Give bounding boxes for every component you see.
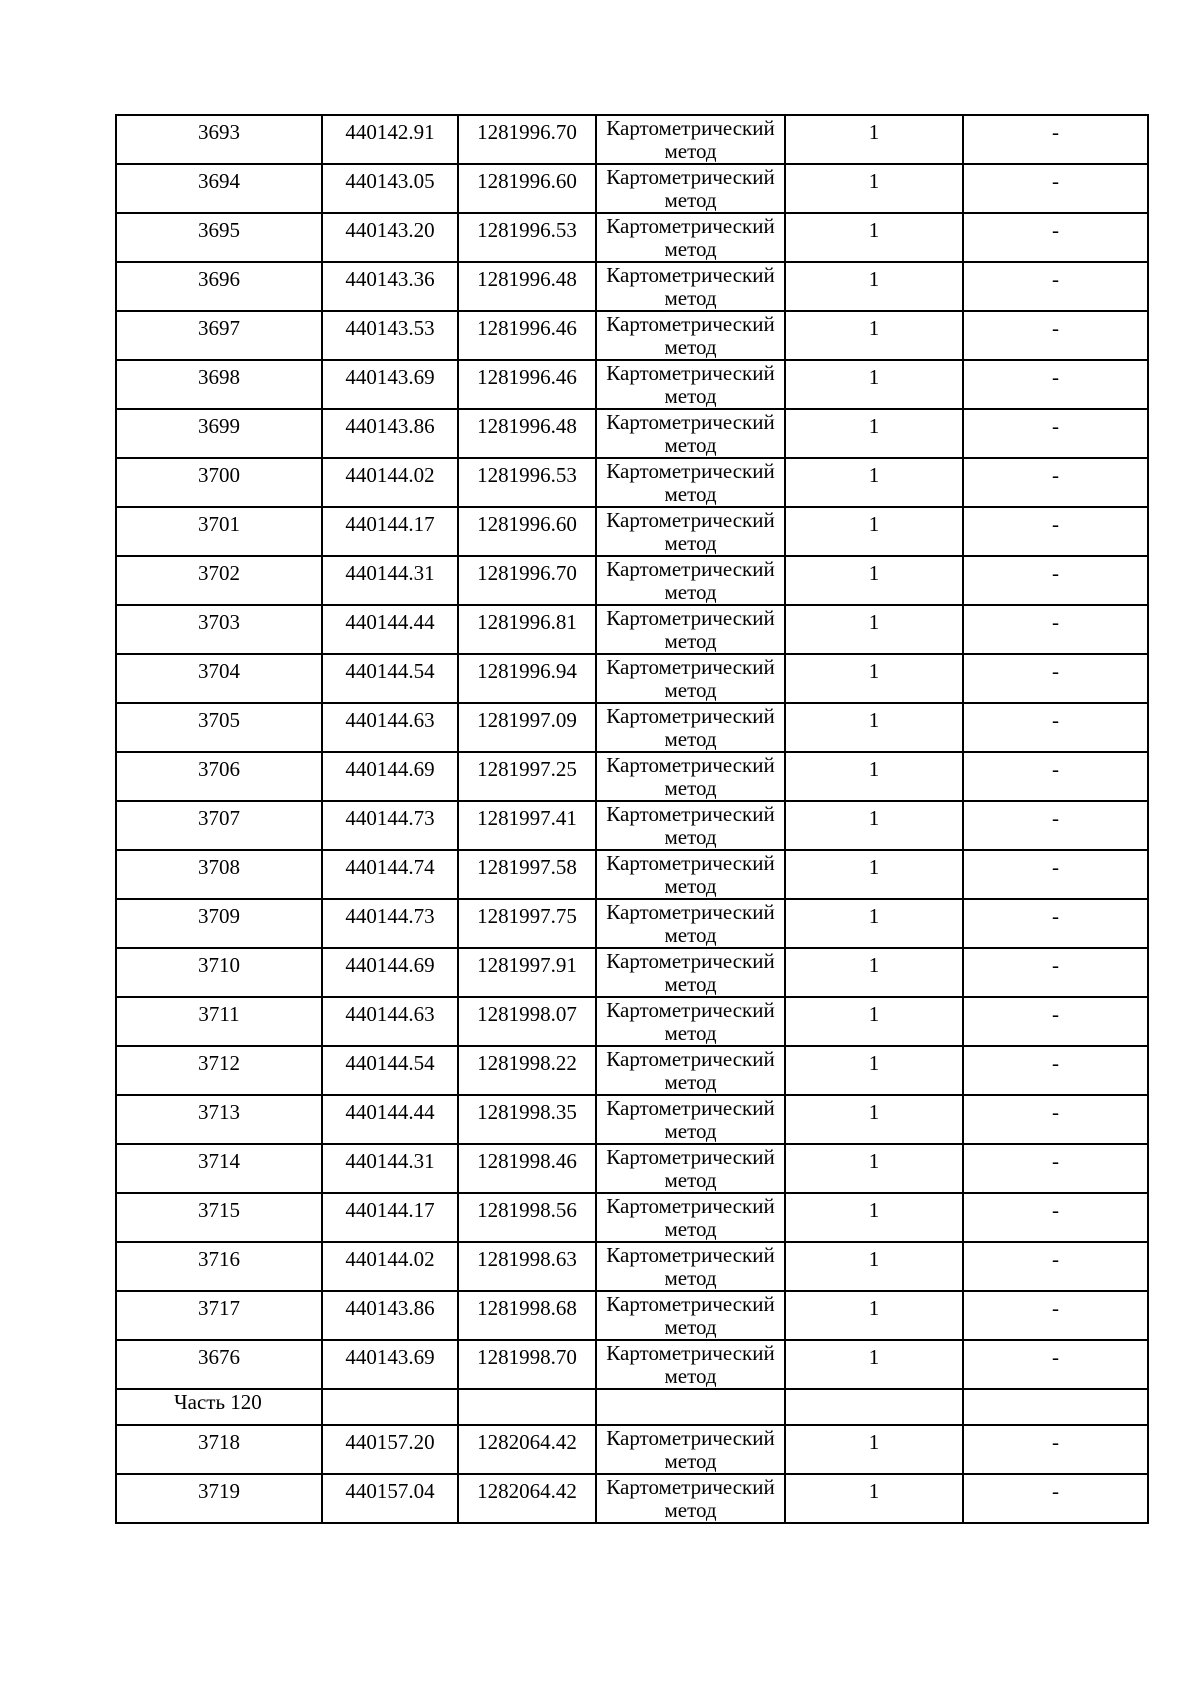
x-coordinate-cell: 440144.02 <box>322 1242 458 1291</box>
method-line-2: метод <box>664 1364 717 1388</box>
method-line-2: метод <box>664 237 717 261</box>
method-line-1: Картометрический <box>606 312 775 336</box>
note-cell: - <box>963 1474 1148 1523</box>
method-cell <box>596 654 785 703</box>
method-line-2: метод <box>664 1217 717 1241</box>
accuracy-cell: 1 <box>785 605 963 654</box>
point-number-cell: 3719 <box>116 1474 322 1523</box>
accuracy-cell: 1 <box>785 507 963 556</box>
table-row <box>116 703 1148 752</box>
y-coordinate-cell: 1281998.35 <box>458 1095 596 1144</box>
method-cell <box>596 1474 785 1523</box>
note-cell: - <box>963 1095 1148 1144</box>
accuracy-cell: 1 <box>785 899 963 948</box>
method-cell <box>596 752 785 801</box>
note-cell: - <box>963 1144 1148 1193</box>
part-header-row <box>116 1389 1148 1425</box>
table-row <box>116 1095 1148 1144</box>
y-coordinate-cell: 1281998.22 <box>458 1046 596 1095</box>
y-coordinate-cell: 1281998.07 <box>458 997 596 1046</box>
table-row <box>116 997 1148 1046</box>
x-coordinate-cell: 440144.73 <box>322 899 458 948</box>
coordinates-table <box>115 114 1149 1524</box>
accuracy-cell: 1 <box>785 997 963 1046</box>
y-coordinate-cell: 1281997.91 <box>458 948 596 997</box>
y-coordinate-cell: 1281997.75 <box>458 899 596 948</box>
note-cell: - <box>963 605 1148 654</box>
x-coordinate-cell: 440144.69 <box>322 752 458 801</box>
note-cell: - <box>963 409 1148 458</box>
point-number-cell: 3676 <box>116 1340 322 1389</box>
method-line-2: метод <box>664 482 717 506</box>
method-cell <box>596 1144 785 1193</box>
method-cell <box>596 1193 785 1242</box>
x-coordinate-cell: 440144.54 <box>322 654 458 703</box>
method-line-2: метод <box>664 188 717 212</box>
table-row <box>116 1046 1148 1095</box>
note-cell: - <box>963 1193 1148 1242</box>
method-cell <box>596 1242 785 1291</box>
method-line-2: метод <box>664 923 717 947</box>
x-coordinate-cell: 440144.63 <box>322 703 458 752</box>
empty-cell <box>596 1389 785 1425</box>
method-line-2: метод <box>664 825 717 849</box>
method-line-2: метод <box>664 1070 717 1094</box>
method-line-1: Картометрический <box>606 802 775 826</box>
method-line-1: Картометрический <box>606 1475 775 1499</box>
method-cell <box>596 1095 785 1144</box>
method-line-1: Картометрический <box>606 410 775 434</box>
x-coordinate-cell: 440144.73 <box>322 801 458 850</box>
x-coordinate-cell: 440144.17 <box>322 1193 458 1242</box>
point-number-cell: 3713 <box>116 1095 322 1144</box>
accuracy-cell: 1 <box>785 1474 963 1523</box>
method-line-1: Картометрический <box>606 1243 775 1267</box>
method-line-2: метод <box>664 1449 717 1473</box>
accuracy-cell: 1 <box>785 1340 963 1389</box>
note-cell: - <box>963 1046 1148 1095</box>
method-line-1: Картометрический <box>606 704 775 728</box>
point-number-cell: 3708 <box>116 850 322 899</box>
method-line-1: Картометрический <box>606 557 775 581</box>
method-line-2: метод <box>664 1168 717 1192</box>
method-line-2: метод <box>664 531 717 555</box>
note-cell: - <box>963 997 1148 1046</box>
note-cell: - <box>963 703 1148 752</box>
method-line-2: метод <box>664 580 717 604</box>
note-cell: - <box>963 556 1148 605</box>
method-line-2: метод <box>664 286 717 310</box>
accuracy-cell: 1 <box>785 409 963 458</box>
method-cell <box>596 556 785 605</box>
table-row <box>116 262 1148 311</box>
x-coordinate-cell: 440143.86 <box>322 1291 458 1340</box>
point-number-cell: 3718 <box>116 1425 322 1474</box>
method-line-1: Картометрический <box>606 753 775 777</box>
y-coordinate-cell: 1281996.81 <box>458 605 596 654</box>
method-line-2: метод <box>664 874 717 898</box>
method-cell <box>596 164 785 213</box>
y-coordinate-cell: 1281998.56 <box>458 1193 596 1242</box>
note-cell: - <box>963 801 1148 850</box>
method-line-1: Картометрический <box>606 851 775 875</box>
method-line-1: Картометрический <box>606 1426 775 1450</box>
note-cell: - <box>963 311 1148 360</box>
note-cell: - <box>963 654 1148 703</box>
x-coordinate-cell: 440144.02 <box>322 458 458 507</box>
accuracy-cell: 1 <box>785 1242 963 1291</box>
method-cell <box>596 409 785 458</box>
point-number-cell: 3693 <box>116 115 322 164</box>
method-line-1: Картометрический <box>606 1047 775 1071</box>
method-cell <box>596 1046 785 1095</box>
table-row <box>116 752 1148 801</box>
y-coordinate-cell: 1281996.46 <box>458 311 596 360</box>
x-coordinate-cell: 440157.20 <box>322 1425 458 1474</box>
method-cell <box>596 311 785 360</box>
accuracy-cell: 1 <box>785 556 963 605</box>
method-line-1: Картометрический <box>606 214 775 238</box>
point-number-cell: 3705 <box>116 703 322 752</box>
method-cell <box>596 997 785 1046</box>
note-cell: - <box>963 115 1148 164</box>
table-row <box>116 948 1148 997</box>
x-coordinate-cell: 440144.54 <box>322 1046 458 1095</box>
method-line-1: Картометрический <box>606 361 775 385</box>
point-number-cell: 3706 <box>116 752 322 801</box>
x-coordinate-cell: 440144.17 <box>322 507 458 556</box>
note-cell: - <box>963 1425 1148 1474</box>
table-row <box>116 1242 1148 1291</box>
accuracy-cell: 1 <box>785 1144 963 1193</box>
table-row <box>116 850 1148 899</box>
method-line-2: метод <box>664 139 717 163</box>
note-cell: - <box>963 752 1148 801</box>
note-cell: - <box>963 458 1148 507</box>
x-coordinate-cell: 440144.31 <box>322 1144 458 1193</box>
accuracy-cell: 1 <box>785 213 963 262</box>
table-row <box>116 556 1148 605</box>
x-coordinate-cell: 440144.63 <box>322 997 458 1046</box>
table-row <box>116 164 1148 213</box>
y-coordinate-cell: 1281996.46 <box>458 360 596 409</box>
method-line-1: Картометрический <box>606 263 775 287</box>
x-coordinate-cell: 440142.91 <box>322 115 458 164</box>
y-coordinate-cell: 1281997.41 <box>458 801 596 850</box>
point-number-cell: 3714 <box>116 1144 322 1193</box>
y-coordinate-cell: 1281996.48 <box>458 262 596 311</box>
x-coordinate-cell: 440144.44 <box>322 1095 458 1144</box>
method-line-2: метод <box>664 629 717 653</box>
y-coordinate-cell: 1281996.70 <box>458 115 596 164</box>
accuracy-cell: 1 <box>785 1046 963 1095</box>
method-line-1: Картометрический <box>606 1194 775 1218</box>
x-coordinate-cell: 440144.44 <box>322 605 458 654</box>
x-coordinate-cell: 440143.53 <box>322 311 458 360</box>
point-number-cell: 3704 <box>116 654 322 703</box>
point-number-cell: 3703 <box>116 605 322 654</box>
method-line-1: Картометрический <box>606 606 775 630</box>
y-coordinate-cell: 1281996.60 <box>458 164 596 213</box>
y-coordinate-cell: 1281996.53 <box>458 213 596 262</box>
table-row <box>116 409 1148 458</box>
note-cell: - <box>963 360 1148 409</box>
method-line-2: метод <box>664 678 717 702</box>
note-cell: - <box>963 262 1148 311</box>
method-cell <box>596 458 785 507</box>
y-coordinate-cell: 1281998.68 <box>458 1291 596 1340</box>
empty-cell <box>322 1389 458 1425</box>
method-cell <box>596 703 785 752</box>
point-number-cell: 3707 <box>116 801 322 850</box>
method-line-2: метод <box>664 1266 717 1290</box>
accuracy-cell: 1 <box>785 1291 963 1340</box>
method-line-1: Картометрический <box>606 1145 775 1169</box>
empty-cell <box>785 1389 963 1425</box>
accuracy-cell: 1 <box>785 1095 963 1144</box>
table-row <box>116 1144 1148 1193</box>
table-row <box>116 1291 1148 1340</box>
y-coordinate-cell: 1281996.53 <box>458 458 596 507</box>
point-number-cell: 3699 <box>116 409 322 458</box>
method-line-2: метод <box>664 384 717 408</box>
table-row <box>116 213 1148 262</box>
method-cell <box>596 605 785 654</box>
point-number-cell: 3701 <box>116 507 322 556</box>
point-number-cell: 3715 <box>116 1193 322 1242</box>
method-line-2: метод <box>664 1021 717 1045</box>
y-coordinate-cell: 1281998.46 <box>458 1144 596 1193</box>
table-row <box>116 360 1148 409</box>
method-line-2: метод <box>664 727 717 751</box>
table-row <box>116 1474 1148 1523</box>
note-cell: - <box>963 213 1148 262</box>
accuracy-cell: 1 <box>785 360 963 409</box>
method-cell <box>596 115 785 164</box>
point-number-cell: 3710 <box>116 948 322 997</box>
x-coordinate-cell: 440144.31 <box>322 556 458 605</box>
accuracy-cell: 1 <box>785 1425 963 1474</box>
method-line-1: Картометрический <box>606 165 775 189</box>
method-line-1: Картометрический <box>606 1292 775 1316</box>
y-coordinate-cell: 1281998.70 <box>458 1340 596 1389</box>
accuracy-cell: 1 <box>785 948 963 997</box>
accuracy-cell: 1 <box>785 801 963 850</box>
empty-cell <box>963 1389 1148 1425</box>
x-coordinate-cell: 440144.74 <box>322 850 458 899</box>
note-cell: - <box>963 1291 1148 1340</box>
method-line-2: метод <box>664 1498 717 1522</box>
note-cell: - <box>963 164 1148 213</box>
method-cell <box>596 801 785 850</box>
method-line-1: Картометрический <box>606 949 775 973</box>
point-number-cell: 3696 <box>116 262 322 311</box>
y-coordinate-cell: 1281996.60 <box>458 507 596 556</box>
table-row <box>116 899 1148 948</box>
accuracy-cell: 1 <box>785 164 963 213</box>
point-number-cell: 3698 <box>116 360 322 409</box>
point-number-cell: 3712 <box>116 1046 322 1095</box>
part-label: Часть 120 <box>116 1389 322 1425</box>
point-number-cell: 3700 <box>116 458 322 507</box>
note-cell: - <box>963 507 1148 556</box>
accuracy-cell: 1 <box>785 458 963 507</box>
method-line-2: метод <box>664 1315 717 1339</box>
method-line-2: метод <box>664 1119 717 1143</box>
method-cell <box>596 360 785 409</box>
x-coordinate-cell: 440157.04 <box>322 1474 458 1523</box>
method-cell <box>596 899 785 948</box>
method-cell <box>596 507 785 556</box>
method-line-2: метод <box>664 776 717 800</box>
table-row <box>116 1340 1148 1389</box>
method-cell <box>596 262 785 311</box>
accuracy-cell: 1 <box>785 654 963 703</box>
point-number-cell: 3695 <box>116 213 322 262</box>
note-cell: - <box>963 1242 1148 1291</box>
method-line-2: метод <box>664 433 717 457</box>
table-row <box>116 1425 1148 1474</box>
table-body <box>116 115 1148 1523</box>
x-coordinate-cell: 440143.20 <box>322 213 458 262</box>
method-cell <box>596 213 785 262</box>
method-line-1: Картометрический <box>606 998 775 1022</box>
y-coordinate-cell: 1281997.25 <box>458 752 596 801</box>
method-line-1: Картометрический <box>606 459 775 483</box>
table-row <box>116 311 1148 360</box>
accuracy-cell: 1 <box>785 311 963 360</box>
method-cell <box>596 1425 785 1474</box>
y-coordinate-cell: 1282064.42 <box>458 1425 596 1474</box>
point-number-cell: 3717 <box>116 1291 322 1340</box>
x-coordinate-cell: 440144.69 <box>322 948 458 997</box>
x-coordinate-cell: 440143.05 <box>322 164 458 213</box>
table-row <box>116 801 1148 850</box>
table-row <box>116 1193 1148 1242</box>
method-cell <box>596 948 785 997</box>
note-cell: - <box>963 850 1148 899</box>
point-number-cell: 3694 <box>116 164 322 213</box>
y-coordinate-cell: 1281997.58 <box>458 850 596 899</box>
note-cell: - <box>963 1340 1148 1389</box>
point-number-cell: 3716 <box>116 1242 322 1291</box>
method-line-1: Картометрический <box>606 655 775 679</box>
note-cell: - <box>963 948 1148 997</box>
method-line-1: Картометрический <box>606 1096 775 1120</box>
method-line-1: Картометрический <box>606 1341 775 1365</box>
method-line-1: Картометрический <box>606 508 775 532</box>
method-line-2: метод <box>664 972 717 996</box>
y-coordinate-cell: 1281998.63 <box>458 1242 596 1291</box>
method-cell <box>596 1340 785 1389</box>
accuracy-cell: 1 <box>785 703 963 752</box>
method-cell <box>596 1291 785 1340</box>
accuracy-cell: 1 <box>785 115 963 164</box>
method-line-1: Картометрический <box>606 116 775 140</box>
method-cell <box>596 850 785 899</box>
note-cell: - <box>963 899 1148 948</box>
table-row <box>116 507 1148 556</box>
point-number-cell: 3697 <box>116 311 322 360</box>
method-line-2: метод <box>664 335 717 359</box>
point-number-cell: 3702 <box>116 556 322 605</box>
method-line-1: Картометрический <box>606 900 775 924</box>
x-coordinate-cell: 440143.86 <box>322 409 458 458</box>
table-row <box>116 605 1148 654</box>
table-row <box>116 458 1148 507</box>
point-number-cell: 3709 <box>116 899 322 948</box>
accuracy-cell: 1 <box>785 1193 963 1242</box>
accuracy-cell: 1 <box>785 752 963 801</box>
point-number-cell: 3711 <box>116 997 322 1046</box>
table-row <box>116 115 1148 164</box>
accuracy-cell: 1 <box>785 850 963 899</box>
table-row <box>116 654 1148 703</box>
empty-cell <box>458 1389 596 1425</box>
x-coordinate-cell: 440143.69 <box>322 360 458 409</box>
y-coordinate-cell: 1281996.94 <box>458 654 596 703</box>
y-coordinate-cell: 1281996.70 <box>458 556 596 605</box>
y-coordinate-cell: 1281996.48 <box>458 409 596 458</box>
x-coordinate-cell: 440143.36 <box>322 262 458 311</box>
y-coordinate-cell: 1281997.09 <box>458 703 596 752</box>
accuracy-cell: 1 <box>785 262 963 311</box>
x-coordinate-cell: 440143.69 <box>322 1340 458 1389</box>
y-coordinate-cell: 1282064.42 <box>458 1474 596 1523</box>
